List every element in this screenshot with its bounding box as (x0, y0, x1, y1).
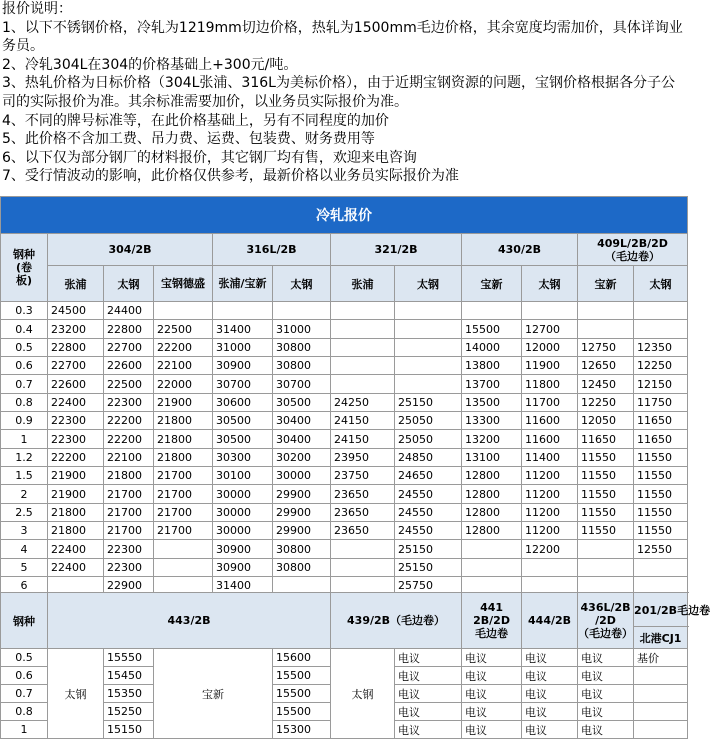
price-cell: 12050 (578, 412, 634, 430)
price-cell (331, 558, 395, 576)
price-cell: 11200 (522, 467, 578, 485)
price-cell (522, 558, 578, 576)
price-cell: 30600 (213, 393, 273, 411)
price-cell: 23650 (331, 522, 395, 540)
note-line: 7、受行情波动的影响，此价格仅供参考，最新价格以业务员实际报价为准 (2, 168, 459, 185)
price-cell (331, 357, 395, 375)
mill-header: 宝新 (462, 266, 522, 302)
price-cell: 22200 (154, 338, 213, 356)
price-cell: 23750 (331, 467, 395, 485)
price-cell: 11650 (634, 412, 688, 430)
price-cell: 29900 (273, 485, 331, 503)
price-cell: 22400 (48, 558, 104, 576)
thickness-cell: 1.2 (1, 448, 48, 466)
table-row (1, 522, 688, 540)
price-cell (634, 703, 688, 721)
price-cell (522, 302, 578, 320)
thickness-cell: 5 (1, 558, 48, 576)
mill-header: 张浦 (48, 266, 104, 302)
grade-header: 409L/2B/2D （毛边卷） (578, 234, 688, 266)
mill-header: 太钢 (273, 266, 331, 302)
price-cell: 11750 (634, 393, 688, 411)
grade-header: 316L/2B (213, 234, 331, 266)
price-cell: 30800 (273, 357, 331, 375)
price-cell: 22100 (154, 357, 213, 375)
price-cell: 24150 (331, 412, 395, 430)
price-cell: 31000 (213, 338, 273, 356)
price-cell: 24550 (395, 485, 462, 503)
price-cell (331, 320, 395, 338)
price-cell: 11550 (634, 503, 688, 521)
price-cell: 25050 (395, 430, 462, 448)
grade-header: 441 2B/2D 毛边卷 (462, 593, 522, 649)
mill-header: 张浦/宝新 (213, 266, 273, 302)
thickness-cell: 0.3 (1, 302, 48, 320)
price-cell: 21700 (104, 522, 154, 540)
grade-header: 321/2B (331, 234, 462, 266)
price-cell: 电议 (395, 685, 462, 703)
price-cell: 11800 (522, 375, 578, 393)
price-cell: 30800 (273, 338, 331, 356)
price-cell: 21900 (48, 467, 104, 485)
price-cell: 基价 (634, 649, 688, 667)
price-cell: 电议 (522, 721, 578, 739)
price-cell: 11400 (522, 448, 578, 466)
price-cell: 21800 (48, 522, 104, 540)
price-cell: 21700 (154, 503, 213, 521)
price-cell: 25050 (395, 412, 462, 430)
price-cell: 12450 (578, 375, 634, 393)
price-cell: 21800 (154, 448, 213, 466)
price-cell: 24650 (395, 467, 462, 485)
price-cell: 电议 (522, 685, 578, 703)
price-notes (0, 0, 687, 196)
price-cell: 22300 (48, 412, 104, 430)
price-cell: 11550 (578, 503, 634, 521)
price-cell (578, 302, 634, 320)
price-cell: 12700 (522, 320, 578, 338)
grade-header: 439/2B（毛边卷） (331, 593, 462, 649)
price-cell: 电议 (395, 721, 462, 739)
price-cell: 21700 (104, 503, 154, 521)
price-cell: 电议 (395, 667, 462, 685)
table-row (1, 357, 688, 375)
price-cell (634, 302, 688, 320)
price-cell: 22500 (154, 320, 213, 338)
price-cell: 11550 (578, 448, 634, 466)
price-cell: 22300 (104, 558, 154, 576)
price-cell: 12200 (522, 540, 578, 558)
price-cell (395, 320, 462, 338)
thickness-cell: 4 (1, 540, 48, 558)
table-row (1, 558, 688, 576)
thickness-cell: 2.5 (1, 503, 48, 521)
price-cell: 21700 (104, 485, 154, 503)
note-line: 报价说明： (2, 1, 72, 17)
price-cell: 22500 (104, 375, 154, 393)
cold-rolled-price-table (0, 196, 688, 596)
price-cell: 13500 (462, 393, 522, 411)
grade-header: 201/2B毛边卷 (634, 593, 688, 627)
table-row (1, 467, 688, 485)
price-cell: 30900 (213, 558, 273, 576)
thickness-cell: 0.4 (1, 320, 48, 338)
price-cell: 15500 (462, 320, 522, 338)
note-line: 2、冷轧304L在304的价格基础上+300元/吨。 (2, 56, 298, 73)
price-cell: 30500 (213, 412, 273, 430)
price-cell (634, 558, 688, 576)
note-line: 6、以下仅为部分钢厂的材料报价，其它钢厂均有售，欢迎来电咨询 (2, 149, 417, 166)
price-cell: 30100 (213, 467, 273, 485)
price-cell: 30200 (273, 448, 331, 466)
grade-header: 304/2B (48, 234, 213, 266)
mill-header: 张浦 (331, 266, 395, 302)
thickness-cell: 0.8 (1, 393, 48, 411)
price-cell: 电议 (462, 685, 522, 703)
price-cell: 30900 (213, 540, 273, 558)
price-cell: 12550 (634, 540, 688, 558)
thickness-cell: 2 (1, 485, 48, 503)
price-cell: 29900 (273, 503, 331, 521)
mill-header: 宝钢德盛 (154, 266, 213, 302)
thickness-cell: 1 (1, 430, 48, 448)
price-cell (634, 320, 688, 338)
mill-header: 北港CJ1 (634, 627, 688, 649)
price-cell: 12800 (462, 485, 522, 503)
price-cell: 11650 (634, 430, 688, 448)
thickness-cell: 0.6 (1, 357, 48, 375)
price-cell: 30500 (213, 430, 273, 448)
table-row (1, 412, 688, 430)
price-cell (395, 357, 462, 375)
price-cell: 30700 (213, 375, 273, 393)
price-cell: 22100 (104, 448, 154, 466)
price-cell (578, 540, 634, 558)
price-cell: 23650 (331, 485, 395, 503)
price-cell (395, 338, 462, 356)
price-cell: 25150 (395, 393, 462, 411)
price-cell: 11600 (522, 412, 578, 430)
price-cell: 24250 (331, 393, 395, 411)
thickness-cell: 1.5 (1, 467, 48, 485)
price-cell (578, 320, 634, 338)
price-cell: 电议 (578, 721, 634, 739)
table-row (1, 302, 688, 320)
thickness-cell: 0.5 (1, 649, 48, 667)
price-cell: 31000 (273, 320, 331, 338)
price-cell: 13700 (462, 375, 522, 393)
price-cell: 15250 (104, 703, 154, 721)
table-row (1, 485, 688, 503)
price-cell: 23200 (48, 320, 104, 338)
price-cell: 11650 (578, 430, 634, 448)
table-row (1, 649, 688, 667)
price-cell: 12150 (634, 375, 688, 393)
price-cell: 24500 (48, 302, 104, 320)
mill-header: 太钢 (522, 266, 578, 302)
table-row (1, 320, 688, 338)
grade-header: 430/2B (462, 234, 578, 266)
table-row (1, 540, 688, 558)
price-cell: 30800 (273, 558, 331, 576)
price-cell (578, 558, 634, 576)
price-cell: 30000 (213, 485, 273, 503)
price-cell: 15300 (273, 721, 331, 739)
price-cell: 15350 (104, 685, 154, 703)
price-cell: 30700 (273, 375, 331, 393)
price-cell: 12250 (578, 393, 634, 411)
price-cell (395, 302, 462, 320)
price-cell: 11550 (578, 467, 634, 485)
price-cell (154, 540, 213, 558)
thickness-cell: 0.8 (1, 703, 48, 721)
price-cell (213, 302, 273, 320)
table-row (1, 448, 688, 466)
mill-header: 太钢 (104, 266, 154, 302)
price-cell: 30000 (213, 503, 273, 521)
price-cell: 电议 (462, 721, 522, 739)
price-cell: 电议 (462, 703, 522, 721)
price-cell: 21700 (154, 522, 213, 540)
price-cell (634, 685, 688, 703)
price-cell: 12800 (462, 522, 522, 540)
price-cell: 24850 (395, 448, 462, 466)
grade-header: 436L/2B /2D （毛边卷） (578, 593, 634, 649)
thickness-cell: 0.7 (1, 685, 48, 703)
price-cell: 22000 (154, 375, 213, 393)
price-cell: 23950 (331, 448, 395, 466)
price-cell (462, 558, 522, 576)
price-cell: 15450 (104, 667, 154, 685)
price-cell: 15550 (104, 649, 154, 667)
price-cell: 22600 (104, 357, 154, 375)
table-row (1, 375, 688, 393)
price-cell: 21700 (154, 467, 213, 485)
price-cell: 15500 (273, 667, 331, 685)
note-line: 5、此价格不含加工费、吊力费、运费、包装费、财务费用等 (2, 131, 375, 148)
price-cell: 电议 (395, 703, 462, 721)
price-cell: 电议 (395, 649, 462, 667)
mill-cell: 太钢 (331, 649, 395, 739)
price-cell: 24150 (331, 430, 395, 448)
price-cell: 21700 (154, 485, 213, 503)
price-cell: 电议 (578, 703, 634, 721)
price-cell: 22300 (48, 430, 104, 448)
price-cell: 22200 (104, 412, 154, 430)
price-cell: 25750 (395, 577, 462, 595)
price-cell: 22700 (48, 357, 104, 375)
price-cell: 15500 (273, 685, 331, 703)
price-cell: 11550 (578, 485, 634, 503)
price-cell: 13200 (462, 430, 522, 448)
thickness-cell: 0.9 (1, 412, 48, 430)
table-row (1, 430, 688, 448)
price-cell: 31400 (213, 577, 273, 595)
grade-header: 443/2B (48, 593, 331, 649)
price-cell (331, 375, 395, 393)
price-cell: 21800 (154, 412, 213, 430)
price-cell: 电议 (522, 703, 578, 721)
note-line: 4、不同的牌号标准等，在此价格基础上，另有不同程度的加价 (2, 112, 389, 129)
price-cell: 12750 (578, 338, 634, 356)
steel-grade-header: 钢种 (1, 593, 48, 649)
price-cell: 11900 (522, 357, 578, 375)
price-cell (331, 338, 395, 356)
price-cell: 11550 (634, 522, 688, 540)
price-cell: 15500 (273, 703, 331, 721)
price-cell: 11700 (522, 393, 578, 411)
thickness-cell: 0.6 (1, 667, 48, 685)
price-cell: 22800 (104, 320, 154, 338)
price-cell: 22700 (104, 338, 154, 356)
price-cell: 22900 (104, 577, 154, 595)
price-cell: 12650 (578, 357, 634, 375)
note-line: 1、以下不锈钢价格，冷轧为1219mm切边价格，热轧为1500mm毛边价格，其余宽度均需加价，具体详询业务员。 (2, 19, 683, 55)
price-cell: 11550 (578, 522, 634, 540)
price-cell: 11200 (522, 503, 578, 521)
mill-header: 宝新 (578, 266, 634, 302)
price-cell: 12800 (462, 503, 522, 521)
thickness-cell: 1 (1, 721, 48, 739)
mill-cell: 太钢 (48, 649, 104, 739)
price-cell: 13100 (462, 448, 522, 466)
price-cell: 22800 (48, 338, 104, 356)
price-cell: 24550 (395, 522, 462, 540)
price-cell: 电议 (578, 649, 634, 667)
price-cell: 30400 (273, 412, 331, 430)
table-row (1, 503, 688, 521)
price-cell: 30300 (213, 448, 273, 466)
price-cell: 电议 (578, 685, 634, 703)
grade-header: 444/2B (522, 593, 578, 649)
price-cell: 21800 (104, 467, 154, 485)
price-cell (462, 540, 522, 558)
price-cell: 30900 (213, 357, 273, 375)
price-cell: 11600 (522, 430, 578, 448)
mill-cell: 宝新 (154, 649, 273, 739)
price-cell: 24550 (395, 503, 462, 521)
price-cell (273, 302, 331, 320)
table-row (1, 393, 688, 411)
other-grades-price-table (0, 592, 710, 739)
price-cell: 30400 (273, 430, 331, 448)
mill-header: 太钢 (395, 266, 462, 302)
price-cell: 电议 (522, 649, 578, 667)
thickness-cell: 6 (1, 577, 48, 595)
price-cell (154, 302, 213, 320)
price-cell: 电议 (522, 667, 578, 685)
thickness-cell: 0.5 (1, 338, 48, 356)
price-cell: 29900 (273, 522, 331, 540)
price-cell: 电议 (462, 649, 522, 667)
price-cell: 30000 (213, 522, 273, 540)
price-cell: 11200 (522, 522, 578, 540)
table-title: 冷轧报价 (1, 197, 688, 234)
price-cell (154, 558, 213, 576)
price-cell: 21800 (48, 503, 104, 521)
price-cell (331, 302, 395, 320)
price-cell: 25150 (395, 558, 462, 576)
price-cell: 13300 (462, 412, 522, 430)
price-cell: 22300 (104, 540, 154, 558)
price-cell: 12000 (522, 338, 578, 356)
price-cell: 30800 (273, 540, 331, 558)
price-cell: 13800 (462, 357, 522, 375)
price-cell: 11550 (634, 485, 688, 503)
note-line: 3、热轧价格为日标价格（304L张浦、316L为美标价格），由于近期宝钢资源的问题，宝钢价格根据各分子公司的实际报价为准。其余标准需要加价，以业务员实际报价为准。 (2, 75, 675, 110)
price-cell: 21800 (154, 430, 213, 448)
price-cell: 22400 (48, 393, 104, 411)
price-cell: 电议 (578, 667, 634, 685)
steel-grade-header: 钢种 (卷 板) (1, 234, 48, 302)
price-cell: 21900 (48, 485, 104, 503)
price-cell: 22200 (48, 448, 104, 466)
price-cell: 22400 (48, 540, 104, 558)
price-cell: 24400 (104, 302, 154, 320)
price-cell: 11550 (634, 448, 688, 466)
price-cell (462, 302, 522, 320)
price-cell: 22200 (104, 430, 154, 448)
price-cell: 23650 (331, 503, 395, 521)
price-cell: 11550 (634, 467, 688, 485)
price-cell (634, 721, 688, 739)
thickness-cell: 3 (1, 522, 48, 540)
price-cell (634, 667, 688, 685)
price-cell: 电议 (462, 667, 522, 685)
price-cell: 11200 (522, 485, 578, 503)
price-cell: 31400 (213, 320, 273, 338)
price-cell: 21900 (154, 393, 213, 411)
price-cell: 15600 (273, 649, 331, 667)
price-cell: 25150 (395, 540, 462, 558)
price-cell: 22300 (104, 393, 154, 411)
price-cell: 22600 (48, 375, 104, 393)
price-cell: 12250 (634, 357, 688, 375)
price-cell (395, 375, 462, 393)
mill-header: 太钢 (634, 266, 688, 302)
price-cell (331, 540, 395, 558)
thickness-cell: 0.7 (1, 375, 48, 393)
price-cell: 14000 (462, 338, 522, 356)
price-cell: 12800 (462, 467, 522, 485)
price-cell: 30000 (273, 467, 331, 485)
price-cell: 12350 (634, 338, 688, 356)
price-cell: 15150 (104, 721, 154, 739)
table-row (1, 338, 688, 356)
price-cell: 30500 (273, 393, 331, 411)
